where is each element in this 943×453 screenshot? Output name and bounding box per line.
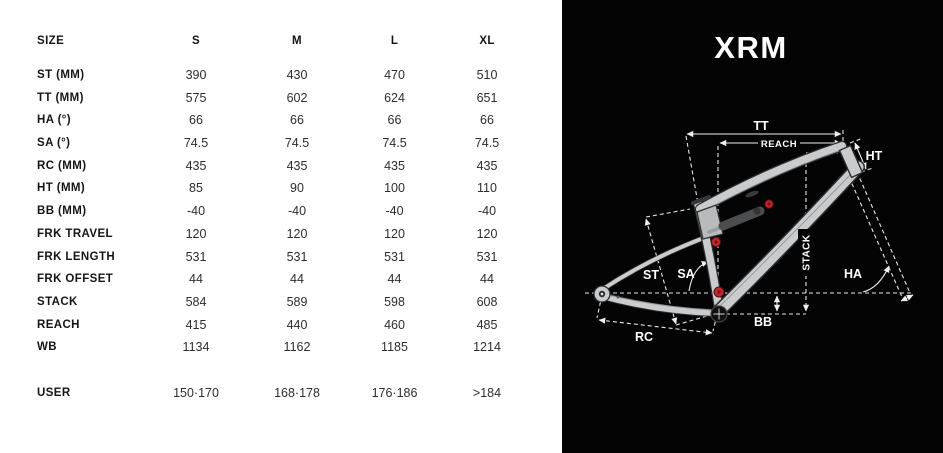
cell-value: 440 [286,317,308,332]
cell-value: 1162 [283,340,311,355]
table-row [37,177,537,200]
geometry-table [37,30,537,404]
table-row [37,154,537,177]
row-label: HA (°) [37,114,72,127]
user-row [37,381,537,404]
cell-value: 460 [384,317,405,332]
reach-label: REACH [760,139,798,150]
sa-label: SA [677,267,695,281]
cell-value: 1214 [473,340,501,355]
cell-value: 598 [384,294,405,309]
cell-value: 120 [286,226,308,241]
row-label: SA (°) [37,137,71,150]
table-row [37,132,537,155]
steering-axis-line [857,172,910,293]
cell-value: 589 [286,294,308,309]
cell-value: -40 [477,204,497,219]
stack-label: STACK [801,234,813,271]
cell-value: 435 [476,158,498,173]
cell-value: 74.5 [474,136,500,151]
cell-value: -40 [186,204,206,219]
cell-value: >184 [472,385,502,400]
cell-value: 66 [189,113,203,128]
cell-value: 44 [189,272,203,287]
ha-label: HA [843,267,863,281]
row-label: REACH [37,318,80,331]
cell-value: 120 [384,226,405,241]
row-label: FRK OFFSET [37,273,114,286]
tt-label: TT [753,119,769,133]
cell-value: 66 [290,113,304,128]
cell-value: 435 [286,158,308,173]
table-row [37,109,537,132]
row-label: BB (MM) [37,205,87,218]
cell-value: 510 [476,68,498,83]
cell-value: 176·186 [371,385,418,400]
table-row [37,86,537,109]
cell-value: 66 [480,113,494,128]
cell-value: 485 [476,317,498,332]
cell-value: 74.5 [284,136,310,151]
bike-frame-illustration [594,146,863,323]
column-header: L [390,35,399,48]
column-header: M [292,35,302,48]
table-row [37,245,537,268]
table-row [37,200,537,223]
column-header: XL [479,35,495,48]
diagram-panel [562,0,943,453]
row-label: STACK [37,295,78,308]
cell-value: 44 [290,272,304,287]
cell-value: 74.5 [183,136,209,151]
cell-value: 651 [476,90,498,105]
size-header-label: SIZE [37,35,65,48]
cell-value: 100 [384,181,405,196]
table-row [37,336,537,359]
cell-value: 44 [480,272,494,287]
cell-value: 435 [384,158,405,173]
table-row [37,223,537,246]
fork-offset-arrow [901,295,913,301]
table-row [37,268,537,291]
cell-value: 90 [290,181,304,196]
cell-value: 575 [185,90,207,105]
cell-value: 1185 [381,340,408,355]
rc-dimension-line [599,320,712,333]
cell-value: 120 [185,226,207,241]
ht-top-connector [850,138,863,143]
ht-label: HT [865,149,883,163]
bb-label: BB [753,315,773,329]
model-title: XRM [714,30,788,65]
cell-value: 430 [286,68,308,83]
row-label: USER [37,386,71,399]
row-label: ST (MM) [37,69,85,82]
table-row [37,64,537,87]
st-top-connector [646,209,690,217]
cell-value: 415 [185,317,207,332]
cell-value: 1134 [182,340,210,355]
cell-value: 74.5 [382,136,407,151]
cable-port [745,189,760,198]
bike-geometry-diagram [562,0,943,453]
column-header: S [192,35,200,48]
cell-value: 66 [387,113,402,128]
table-header-row [37,30,537,53]
cell-value: 531 [476,249,498,264]
cell-value: -40 [385,204,404,219]
cell-value: 602 [286,90,308,105]
table-row [37,291,537,314]
cell-value: 531 [185,249,207,264]
cell-value: 44 [387,272,402,287]
cell-value: 390 [185,68,207,83]
st-label: ST [643,268,659,282]
row-label: FRK LENGTH [37,250,116,263]
cell-value: 435 [185,158,207,173]
cell-value: 531 [384,249,405,264]
rc-label: RC [634,330,654,344]
cell-value: 120 [476,226,498,241]
row-label: WB [37,341,57,354]
row-label: FRK TRAVEL [37,227,113,240]
cell-value: 531 [286,249,308,264]
cell-value: 150·170 [173,385,219,400]
cell-value: 85 [189,181,203,196]
cell-value: 608 [476,294,498,309]
row-label: RC (MM) [37,159,87,172]
ha-angle-arc [863,266,889,292]
row-label: HT (MM) [37,182,86,195]
cell-value: -40 [287,204,307,219]
row-label: TT (MM) [37,91,84,104]
cell-value: 624 [384,90,405,105]
table-row [37,313,537,336]
cell-value: 470 [384,68,405,83]
cell-value: 168·178 [274,385,320,400]
cell-value: 584 [185,294,207,309]
cell-value: 110 [477,181,497,196]
